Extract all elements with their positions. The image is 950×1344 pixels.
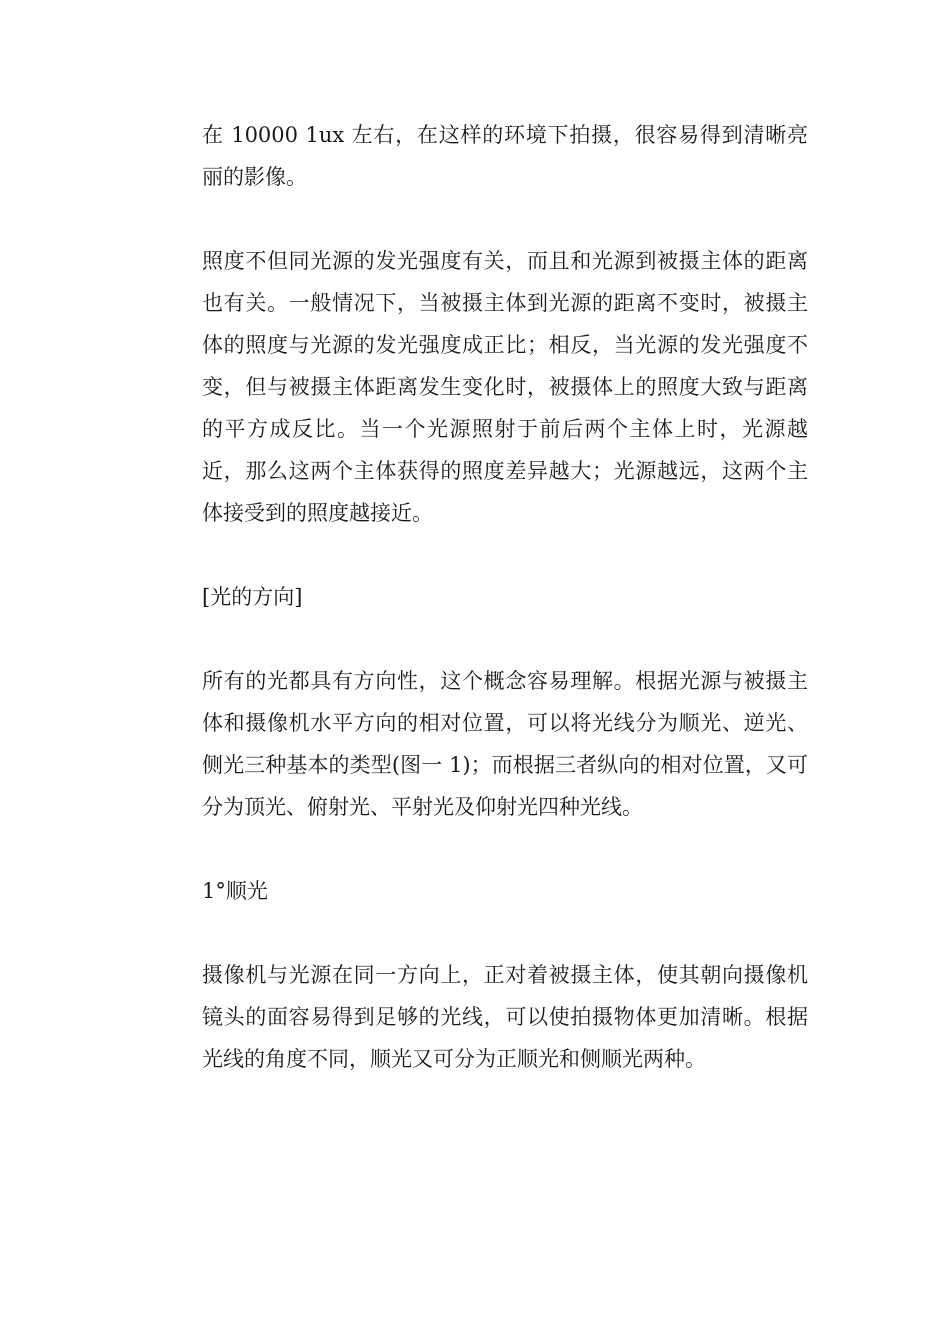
- paragraph-front-light: 摄像机与光源在同一方向上，正对着被摄主体，使其朝向摄像机镜头的面容易得到足够的光线，可以使拍摄物体更加清晰。根据光线的角度不同，顺光又可分为正顺光和侧顺光两种。: [202, 963, 808, 1071]
- section-heading-light-direction: [光的方向]: [202, 585, 303, 609]
- paragraph-illuminance-distance: 照度不但同光源的发光强度有关，而且和光源到被摄主体的距离也有关。一般情况下，当被摄主体到光源的距离不变时，被摄主体的照度与光源的发光强度成正比；相反，当光源的发光强度不变，但与被摄主体距离发生变化时，被摄体上的照度大致与距离的平方成反比。当一个光源照射于前后两个主体上时，光源越近，那么这两个主体获得的照度差异越大；光源越远，这两个主体接受到的照度越接近。: [202, 249, 808, 525]
- paragraph-light-direction: 所有的光都具有方向性，这个概念容易理解。根据光源与被摄主体和摄像机水平方向的相对位置，可以将光线分为顺光、逆光、侧光三种基本的类型(图一 1)；而根据三者纵向的相对位置，又可分为顶光、俯射光、平射光及仰射光四种光线。: [202, 669, 808, 819]
- subheading-front-light: 1°顺光: [202, 879, 268, 903]
- document-body: [202, 114, 808, 1122]
- paragraph-illuminance-intro: 在 10000 1ux 左右，在这样的环境下拍摄，很容易得到清晰亮丽的影像。: [202, 123, 808, 189]
